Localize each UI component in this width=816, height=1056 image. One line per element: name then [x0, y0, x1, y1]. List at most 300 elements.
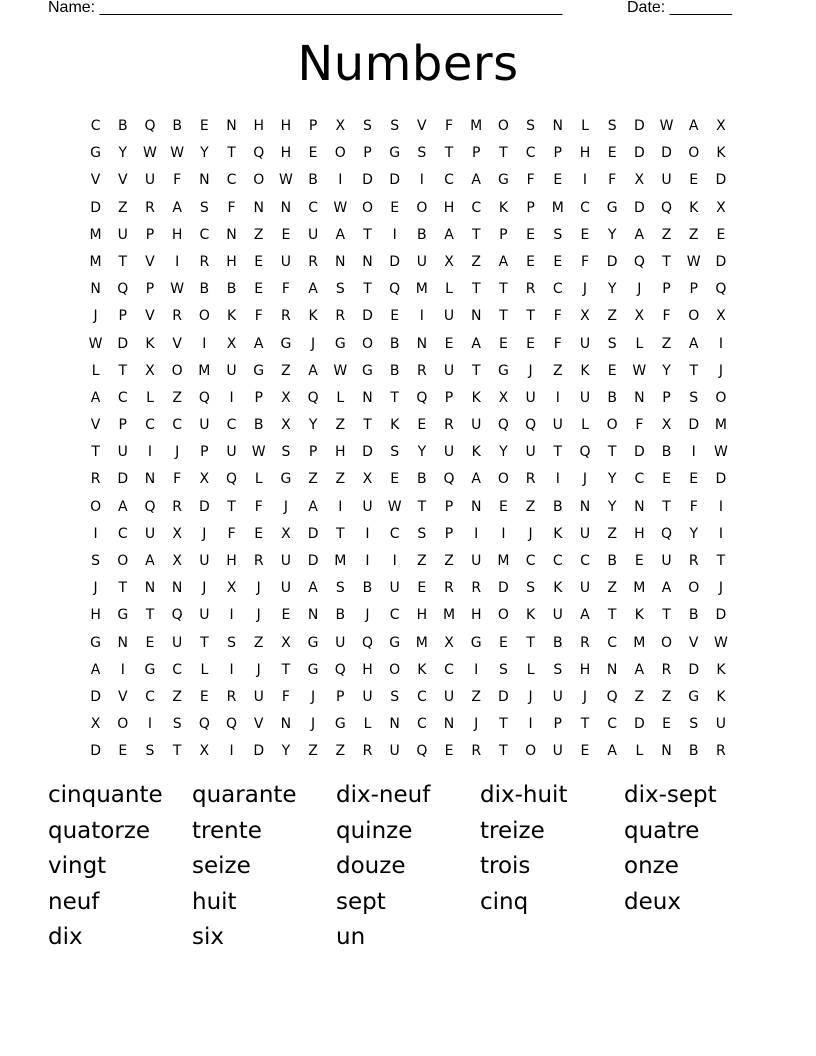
- grid-letter: C: [416, 716, 427, 733]
- grid-letter: Q: [198, 716, 210, 733]
- grid-letter: F: [526, 172, 535, 189]
- grid-letter: R: [471, 580, 482, 597]
- grid-row: [82, 439, 742, 466]
- grid-letter: G: [688, 688, 700, 705]
- grid-letter: T: [499, 743, 508, 760]
- grid-letter: K: [417, 661, 427, 678]
- grid-letter: S: [363, 118, 372, 134]
- grid-letter: Q: [443, 471, 455, 488]
- grid-letter: J: [637, 281, 642, 298]
- grid-letter: I: [582, 172, 588, 189]
- grid-letter: T: [607, 607, 617, 624]
- grid-letter: D: [715, 607, 727, 624]
- grid-letter: X: [281, 389, 291, 406]
- grid-letter: Z: [444, 553, 454, 569]
- grid-letter: S: [526, 580, 536, 597]
- grid-letter: F: [173, 471, 182, 488]
- grid-letter: D: [307, 525, 319, 542]
- grid-letter: G: [470, 634, 482, 651]
- grid-letter: O: [171, 362, 183, 379]
- grid-letter: J: [202, 525, 207, 542]
- grid-letter: P: [145, 226, 155, 243]
- grid-letter: L: [635, 335, 644, 352]
- grid-letter: E: [118, 743, 128, 760]
- grid-letter: A: [688, 118, 699, 134]
- grid-letter: U: [389, 580, 400, 597]
- grid-letter: E: [607, 362, 617, 379]
- grid-letter: C: [607, 716, 618, 733]
- grid-letter: A: [253, 335, 264, 352]
- grid-letter: S: [390, 444, 400, 461]
- grid-letter: I: [419, 172, 424, 189]
- grid-letter: J: [582, 688, 588, 705]
- grid-letter: W: [387, 498, 402, 515]
- grid-letter: Q: [361, 634, 373, 651]
- grid-letter: V: [688, 634, 699, 651]
- grid-letter: B: [417, 471, 427, 488]
- grid-letter: S: [172, 716, 182, 733]
- grid-row: [82, 738, 742, 765]
- grid-letter: O: [117, 553, 129, 569]
- grid-letter: J: [582, 471, 588, 488]
- grid-letter: T: [118, 580, 128, 597]
- grid-letter: L: [581, 118, 589, 134]
- grid-letter: R: [90, 471, 101, 488]
- grid-letter: N: [579, 498, 591, 515]
- grid-letter: I: [555, 389, 560, 406]
- grid-letter: E: [444, 335, 454, 352]
- grid-letter: S: [145, 743, 155, 760]
- grid-letter: D: [90, 688, 101, 705]
- grid-letter: S: [553, 226, 563, 243]
- grid-letter: R: [281, 308, 291, 325]
- grid-letter: S: [281, 444, 291, 461]
- grid-letter: C: [145, 417, 155, 434]
- grid-letter: L: [445, 281, 453, 298]
- grid-letter: D: [362, 444, 373, 461]
- grid-letter: R: [199, 253, 210, 270]
- grid-letter: U: [389, 743, 400, 760]
- grid-letter: F: [635, 417, 644, 434]
- grid-letter: V: [90, 172, 101, 189]
- grid-letter: Q: [497, 417, 509, 434]
- grid-letter: J: [175, 444, 180, 461]
- grid-letter: N: [470, 308, 482, 325]
- grid-letter: R: [226, 688, 237, 705]
- word-bank-item: dix: [48, 924, 83, 950]
- grid-letter: N: [144, 471, 156, 488]
- grid-letter: G: [334, 716, 346, 733]
- grid-letter: D: [117, 335, 129, 352]
- grid-letter: O: [688, 145, 700, 162]
- grid-letter: C: [389, 607, 400, 624]
- grid-row: [82, 412, 742, 439]
- word-bank-item: trois: [480, 853, 531, 879]
- grid-letter: W: [713, 634, 728, 651]
- grid-letter: C: [308, 199, 318, 216]
- grid-letter: E: [390, 471, 400, 488]
- word-bank-item: sept: [336, 888, 386, 915]
- grid-letter: T: [499, 281, 508, 298]
- grid-letter: D: [90, 743, 101, 760]
- grid-row: [82, 195, 742, 222]
- grid-letter: B: [199, 281, 210, 298]
- grid-letter: Q: [389, 281, 401, 298]
- grid-letter: S: [607, 335, 617, 352]
- grid-letter: B: [688, 607, 699, 624]
- grid-letter: T: [499, 716, 508, 733]
- grid-letter: M: [497, 553, 510, 569]
- grid-letter: J: [202, 580, 207, 597]
- grid-letter: C: [471, 199, 482, 216]
- grid-letter: A: [580, 607, 590, 624]
- grid-letter: U: [172, 634, 183, 651]
- grid-letter: F: [227, 199, 236, 216]
- grid-letter: I: [474, 661, 479, 678]
- grid-letter: R: [362, 743, 373, 760]
- grid-letter: U: [552, 417, 563, 434]
- grid-letter: H: [470, 607, 482, 624]
- grid-letter: U: [280, 553, 292, 569]
- grid-letter: N: [634, 389, 645, 406]
- grid-row: [82, 358, 742, 385]
- grid-letter: P: [336, 688, 345, 705]
- grid-letter: J: [528, 688, 533, 705]
- grid-letter: Z: [172, 389, 182, 406]
- grid-letter: S: [417, 145, 427, 162]
- grid-letter: X: [172, 525, 182, 542]
- grid-letter: C: [444, 661, 454, 678]
- grid-letter: C: [145, 688, 155, 705]
- grid-letter: X: [661, 417, 672, 434]
- grid-letter: P: [553, 716, 562, 733]
- grid-letter: U: [661, 553, 672, 569]
- word-bank-item: vingt: [48, 853, 107, 879]
- grid-letter: K: [716, 661, 726, 678]
- grid-letter: N: [253, 199, 264, 216]
- grid-letter: X: [226, 335, 237, 352]
- grid-letter: E: [199, 688, 209, 705]
- grid-letter: M: [633, 580, 646, 597]
- grid-letter: A: [661, 580, 672, 597]
- grid-letter: Q: [661, 199, 673, 216]
- grid-letter: N: [144, 580, 156, 597]
- grid-letter: F: [689, 498, 698, 515]
- grid-letter: P: [444, 525, 454, 542]
- grid-letter: E: [526, 253, 536, 270]
- word-bank-item: dix-huit: [480, 782, 568, 808]
- grid-letter: B: [688, 743, 699, 760]
- grid-letter: F: [281, 281, 290, 298]
- grid-letter: U: [443, 308, 455, 325]
- grid-letter: K: [526, 607, 536, 624]
- grid-letter: X: [444, 253, 454, 270]
- grid-letter: D: [715, 471, 727, 488]
- grid-row: [82, 466, 742, 493]
- grid-letter: D: [117, 471, 129, 488]
- grid-letter: K: [145, 335, 155, 352]
- grid-letter: X: [634, 308, 645, 325]
- grid-letter: X: [716, 308, 726, 325]
- name-field-label: Name: ____________________________________________________: [48, 0, 563, 16]
- grid-letter: I: [555, 471, 560, 488]
- grid-letter: N: [199, 172, 210, 189]
- grid-letter: J: [283, 498, 288, 515]
- grid-letter: B: [417, 226, 427, 243]
- grid-letter: I: [93, 525, 98, 542]
- grid-letter: Q: [226, 716, 238, 733]
- grid-letter: N: [90, 281, 101, 298]
- grid-letter: Q: [606, 688, 618, 705]
- grid-letter: Z: [471, 253, 482, 270]
- grid-letter: U: [525, 389, 536, 406]
- grid-letter: X: [716, 118, 726, 134]
- grid-letter: C: [226, 172, 237, 189]
- grid-letter: N: [362, 253, 373, 270]
- grid-letter: T: [118, 362, 128, 379]
- grid-letter: S: [390, 118, 400, 134]
- grid-letter: I: [501, 525, 506, 542]
- grid-letter: Z: [552, 362, 563, 379]
- grid-letter: D: [498, 688, 509, 705]
- grid-letter: C: [444, 172, 454, 189]
- grid-letter: P: [118, 417, 127, 434]
- grid-letter: K: [471, 389, 481, 406]
- grid-row: [82, 113, 742, 140]
- grid-letter: K: [716, 145, 726, 162]
- grid-letter: K: [498, 199, 508, 216]
- grid-letter: Y: [308, 417, 318, 434]
- grid-letter: K: [390, 417, 400, 434]
- grid-letter: G: [117, 607, 129, 624]
- grid-letter: O: [334, 145, 346, 162]
- word-bank-item: onze: [624, 853, 679, 879]
- grid-letter: Z: [525, 498, 536, 515]
- grid-letter: U: [117, 444, 128, 461]
- grid-letter: A: [117, 498, 128, 515]
- grid-letter: M: [198, 362, 211, 379]
- grid-letter: S: [335, 281, 345, 298]
- grid-letter: R: [471, 743, 482, 760]
- grid-letter: J: [718, 580, 723, 597]
- grid-letter: K: [308, 308, 318, 325]
- grid-letter: N: [335, 253, 346, 270]
- grid-letter: Y: [118, 145, 128, 162]
- grid-letter: C: [634, 471, 645, 488]
- grid-letter: T: [471, 281, 481, 298]
- grid-letter: A: [688, 335, 699, 352]
- grid-letter: I: [528, 716, 533, 733]
- grid-letter: U: [416, 253, 427, 270]
- grid-letter: G: [389, 145, 401, 162]
- grid-letter: P: [662, 281, 671, 298]
- grid-letter: F: [254, 498, 263, 515]
- grid-letter: K: [634, 607, 644, 624]
- grid-letter: C: [117, 389, 128, 406]
- grid-letter: R: [253, 553, 264, 569]
- grid-letter: P: [118, 308, 127, 325]
- grid-letter: Z: [172, 688, 182, 705]
- grid-letter: S: [335, 580, 345, 597]
- grid-letter: D: [253, 743, 265, 760]
- grid-letter: F: [553, 308, 562, 325]
- grid-row: [82, 494, 742, 521]
- grid-letter: R: [525, 281, 536, 298]
- grid-letter: N: [470, 498, 482, 515]
- word-search-grid: [82, 113, 742, 766]
- grid-row: [82, 657, 742, 684]
- grid-letter: U: [715, 716, 727, 733]
- grid-letter: T: [526, 308, 535, 325]
- grid-letter: R: [525, 471, 536, 488]
- grid-letter: N: [606, 661, 618, 678]
- word-bank-item: un: [336, 924, 366, 950]
- grid-letter: X: [281, 525, 291, 542]
- grid-letter: W: [713, 444, 728, 461]
- grid-letter: H: [634, 525, 645, 542]
- grid-letter: P: [308, 118, 318, 134]
- grid-letter: U: [443, 444, 455, 461]
- grid-letter: X: [226, 580, 237, 597]
- grid-letter: R: [172, 308, 183, 325]
- grid-letter: X: [498, 389, 509, 406]
- grid-row: [82, 303, 742, 330]
- word-bank-item: six: [192, 924, 224, 950]
- grid-letter: E: [689, 172, 699, 189]
- grid-letter: T: [607, 444, 617, 461]
- grid-letter: A: [634, 226, 645, 243]
- grid-letter: R: [444, 580, 454, 597]
- grid-letter: P: [200, 444, 209, 461]
- grid-row: [82, 521, 742, 548]
- grid-letter: T: [227, 498, 236, 515]
- grid-letter: Z: [335, 743, 346, 760]
- grid-letter: O: [525, 743, 537, 760]
- grid-letter: Y: [662, 362, 671, 379]
- word-bank-item: quinze: [336, 817, 413, 844]
- worksheet-title: Numbers: [297, 36, 519, 92]
- grid-letter: J: [365, 607, 370, 624]
- grid-letter: F: [445, 118, 454, 134]
- grid-letter: E: [553, 172, 563, 189]
- word-bank-item: cinq: [480, 888, 529, 915]
- grid-letter: D: [661, 145, 672, 162]
- grid-letter: X: [580, 308, 590, 325]
- grid-letter: L: [200, 661, 209, 678]
- grid-letter: T: [471, 226, 481, 243]
- grid-row: [82, 385, 742, 412]
- word-bank-item: douze: [336, 853, 406, 879]
- grid-letter: S: [227, 634, 236, 651]
- grid-letter: X: [145, 362, 155, 379]
- grid-letter: D: [198, 498, 210, 515]
- grid-letter: F: [281, 688, 290, 705]
- grid-row: [82, 276, 742, 303]
- grid-letter: N: [389, 716, 400, 733]
- grid-letter: Z: [471, 688, 482, 705]
- grid-letter: J: [718, 362, 723, 379]
- word-bank-item: quatre: [624, 817, 700, 844]
- grid-letter: Z: [417, 553, 427, 569]
- grid-letter: O: [497, 607, 509, 624]
- grid-letter: A: [308, 281, 318, 298]
- grid-letter: O: [715, 389, 727, 406]
- grid-letter: D: [715, 253, 727, 270]
- grid-letter: N: [552, 118, 564, 134]
- grid-letter: B: [552, 498, 563, 515]
- grid-letter: U: [199, 417, 210, 434]
- grid-letter: O: [90, 498, 102, 515]
- grid-letter: B: [607, 553, 617, 569]
- grid-letter: Z: [253, 226, 264, 243]
- grid-letter: T: [444, 145, 454, 162]
- word-bank-item: dix-sept: [624, 782, 717, 808]
- grid-letter: H: [280, 118, 292, 134]
- grid-letter: I: [147, 444, 153, 461]
- grid-letter: E: [580, 226, 590, 243]
- grid-letter: A: [634, 661, 645, 678]
- grid-letter: U: [144, 172, 156, 189]
- grid-letter: R: [145, 199, 155, 216]
- grid-letter: D: [362, 172, 373, 189]
- grid-letter: O: [688, 580, 700, 597]
- grid-letter: A: [471, 172, 481, 189]
- word-bank-item: neuf: [48, 888, 100, 915]
- grid-letter: V: [145, 308, 155, 325]
- grid-letter: J: [528, 525, 533, 542]
- grid-letter: T: [363, 417, 372, 434]
- grid-letter: W: [278, 172, 293, 189]
- word-bank-item: trente: [192, 817, 262, 844]
- grid-letter: T: [172, 743, 182, 760]
- grid-letter: V: [417, 118, 427, 134]
- grid-letter: D: [715, 172, 727, 189]
- grid-letter: O: [688, 308, 700, 325]
- grid-letter: W: [170, 281, 185, 298]
- grid-row: [82, 548, 742, 575]
- grid-letter: I: [229, 389, 234, 406]
- grid-letter: I: [229, 607, 234, 624]
- grid-letter: U: [362, 498, 373, 515]
- grid-letter: W: [143, 145, 157, 162]
- grid-letter: I: [718, 335, 723, 352]
- grid-letter: W: [170, 145, 185, 162]
- grid-letter: P: [526, 199, 535, 216]
- grid-letter: C: [552, 281, 563, 298]
- grid-letter: H: [579, 145, 591, 162]
- grid-letter: S: [553, 661, 563, 678]
- grid-letter: L: [635, 743, 644, 760]
- grid-letter: T: [200, 634, 209, 651]
- grid-letter: Y: [499, 444, 508, 461]
- grid-letter: E: [145, 634, 155, 651]
- grid-letter: U: [552, 743, 563, 760]
- grid-letter: C: [172, 661, 183, 678]
- grid-letter: D: [633, 444, 645, 461]
- grid-letter: R: [661, 661, 672, 678]
- grid-letter: U: [525, 444, 536, 461]
- grid-letter: A: [308, 580, 318, 597]
- grid-letter: X: [199, 743, 210, 760]
- grid-letter: I: [392, 226, 397, 243]
- grid-letter: Q: [171, 607, 183, 624]
- grid-letter: F: [608, 172, 617, 189]
- grid-letter: E: [281, 607, 291, 624]
- grid-letter: X: [634, 172, 645, 189]
- grid-letter: L: [581, 417, 589, 434]
- grid-letter: U: [280, 580, 292, 597]
- grid-letter: C: [226, 417, 237, 434]
